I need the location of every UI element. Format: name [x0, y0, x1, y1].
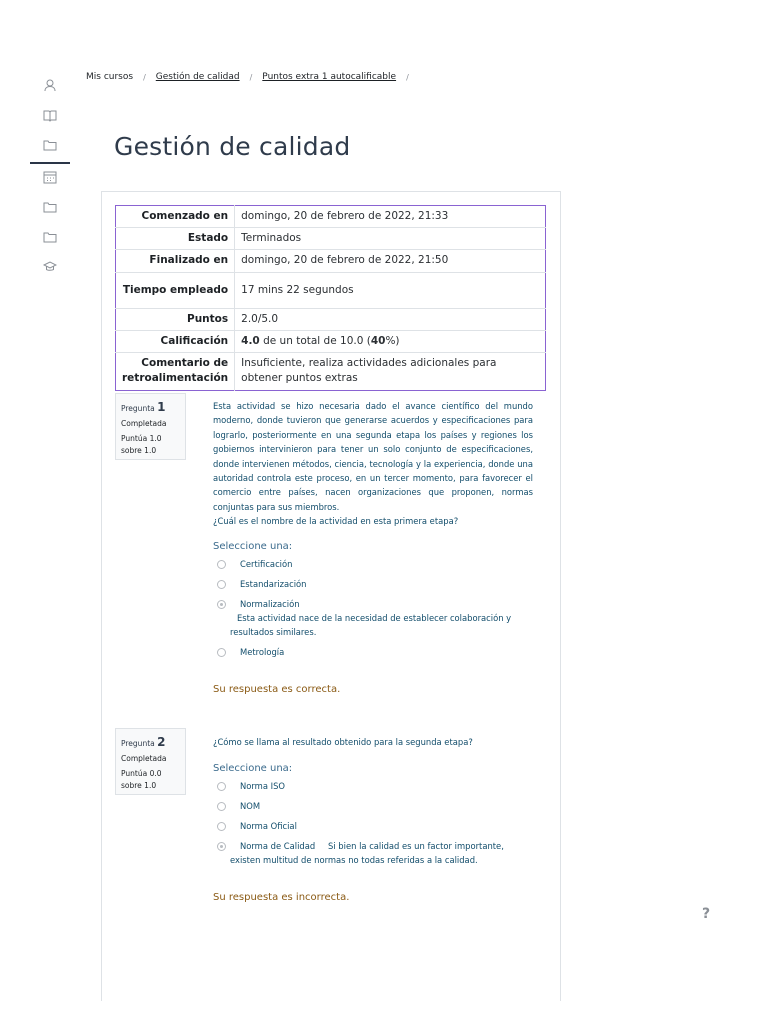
- summary-label: Calificación: [116, 330, 235, 352]
- summary-label: Comentario de retroalimentación: [116, 353, 235, 390]
- summary-row-comentario: [116, 353, 546, 390]
- summary-label: Puntos: [116, 308, 235, 330]
- breadcrumb-separator: /: [249, 72, 253, 82]
- summary-value: domingo, 20 de febrero de 2022, 21:33: [241, 210, 449, 222]
- option-label: Certificación: [240, 559, 293, 569]
- question-state: Completada: [121, 754, 167, 763]
- book-icon: [43, 108, 57, 122]
- breadcrumb-quiz[interactable]: Puntos extra 1 autocalificable: [262, 72, 397, 82]
- summary-value: domingo, 20 de febrero de 2022, 21:50: [235, 250, 546, 272]
- question-stem: Esta actividad se hizo necesaria dado el avance científico del mundo moderno, donde tuvieron que generarse acuerdos y especificaciones para lograrlo, posteriormente en una segunda etapa los países y regiones los gobiernos intervinieron para tener un solo conjunto de especificaciones, donde intervienen métodos, ciencia, tecnología y la experiencia, donde una autoridad controla este proceso, en un tercer momento, para favorecer el comercio entre países, nacen organizaciones que proponen, normas conjuntas para sus miembros.: [213, 401, 533, 512]
- page-title: Gestión de calidad: [114, 132, 351, 161]
- rail-item-folder-1[interactable]: [30, 130, 70, 160]
- radio-button[interactable]: [217, 802, 226, 811]
- question-prompt: ¿Cuál es el nombre de la actividad en esta primera etapa?: [213, 516, 459, 527]
- summary-row: [116, 308, 546, 330]
- summary-row: [116, 206, 546, 228]
- summary-label: Estado: [116, 228, 235, 250]
- summary-value-calificacion: [235, 330, 546, 352]
- option-label: Metrología: [240, 647, 285, 657]
- rail-item-folder-2[interactable]: [30, 192, 70, 222]
- radio-button[interactable]: [217, 822, 226, 831]
- radio-button[interactable]: [217, 782, 226, 791]
- summary-row-calificacion: [116, 330, 546, 352]
- select-one-label: Seleccione una:: [213, 763, 293, 774]
- option-label: NOM: [240, 801, 261, 811]
- option-label: Norma de Calidad: [240, 841, 316, 851]
- option-feedback: Si bien la calidad es un factor importante, existen multitud de normas no todas referidas a la calidad.: [230, 841, 504, 865]
- answer-option[interactable]: [217, 559, 292, 569]
- attempt-summary-table: [115, 205, 546, 391]
- breadcrumb: [86, 72, 419, 82]
- summary-value: 2.0/5.0: [235, 308, 546, 330]
- answer-option[interactable]: [217, 579, 307, 589]
- option-feedback: Esta actividad nace de la necesidad de establecer colaboración y resultados similares.: [230, 613, 512, 637]
- answer-option[interactable]: [217, 821, 297, 831]
- summary-value: Terminados: [235, 228, 546, 250]
- summary-value: 17 mins 22 segundos: [235, 272, 546, 308]
- profile-icon: [43, 78, 57, 92]
- question-label: Pregunta: [121, 404, 155, 413]
- answer-result: Su respuesta es incorrecta.: [213, 892, 350, 903]
- rail-item-book[interactable]: [30, 100, 70, 130]
- question-text-2: ¿Cómo se llama al resultado obtenido para la segunda etapa?: [213, 737, 473, 747]
- folder-icon: [43, 200, 57, 214]
- answer-option[interactable]: [217, 647, 284, 657]
- option-label: Norma Oficial: [240, 821, 297, 831]
- radio-button-checked[interactable]: [217, 842, 226, 851]
- breadcrumb-separator: /: [406, 72, 409, 82]
- summary-label: Tiempo empleado: [116, 272, 235, 308]
- summary-value-comentario: Insuficiente, realiza actividades adicionales para obtener puntos extras: [235, 353, 546, 390]
- answer-option[interactable]: [217, 781, 285, 791]
- breadcrumb-course[interactable]: Gestión de calidad: [155, 72, 240, 82]
- summary-row: [116, 250, 546, 272]
- graduation-cap-icon: [43, 260, 57, 274]
- rail-item-folder-3[interactable]: [30, 222, 70, 252]
- folder-icon: [43, 230, 57, 244]
- help-button[interactable]: ?: [702, 906, 711, 922]
- radio-button[interactable]: [217, 648, 226, 657]
- answer-option-selected[interactable]: [217, 599, 300, 609]
- answer-option[interactable]: [217, 801, 260, 811]
- summary-label: Comenzado en: [116, 206, 235, 228]
- rail-item-grades[interactable]: [30, 252, 70, 282]
- grade-percent: 40: [370, 334, 386, 347]
- question-grade: Puntúa 1.0 sobre 1.0: [121, 434, 162, 455]
- option-label: Norma ISO: [240, 781, 286, 791]
- grade-end: %): [385, 334, 400, 347]
- select-one-label: Seleccione una:: [213, 541, 293, 552]
- breadcrumb-separator: /: [143, 72, 146, 82]
- question-number: 1: [157, 400, 166, 414]
- answer-result: Su respuesta es correcta.: [213, 684, 341, 695]
- rail-item-calendar[interactable]: [30, 162, 70, 192]
- question-info-2: [115, 728, 186, 795]
- summary-label: Finalizado en: [116, 250, 235, 272]
- radio-button[interactable]: [217, 560, 226, 569]
- grade-score: 4.0: [241, 334, 260, 347]
- question-text-1: [213, 399, 533, 529]
- grade-middle: de un total de 10.0 (: [259, 334, 371, 347]
- calendar-icon: [43, 170, 57, 184]
- radio-button-checked[interactable]: [217, 600, 226, 609]
- summary-row: [116, 272, 546, 308]
- question-number: 2: [157, 735, 166, 749]
- summary-row: [116, 228, 546, 250]
- breadcrumb-mis-cursos[interactable]: Mis cursos: [86, 72, 134, 82]
- question-info-1: [115, 393, 186, 460]
- question-label: Pregunta: [121, 739, 155, 748]
- question-grade: Puntúa 0.0 sobre 1.0: [121, 769, 162, 790]
- question-state: Completada: [121, 419, 167, 428]
- rail-item-profile[interactable]: [30, 70, 70, 100]
- radio-button[interactable]: [217, 580, 226, 589]
- folder-icon: [43, 138, 57, 152]
- option-label: Estandarización: [240, 579, 307, 589]
- option-label: Normalización: [240, 599, 300, 609]
